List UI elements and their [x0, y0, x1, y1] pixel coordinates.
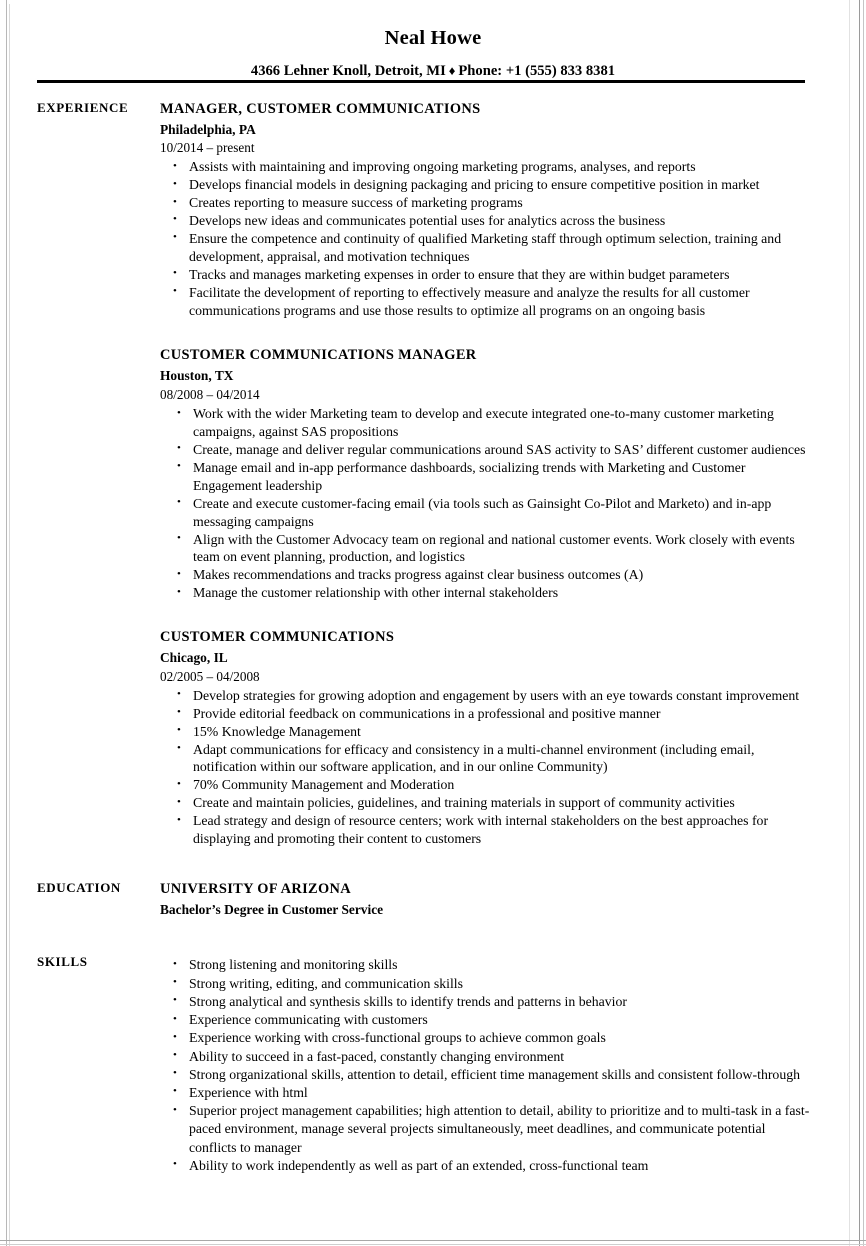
page-frame-bottom-line — [0, 1240, 866, 1241]
job-bullet-list — [160, 687, 814, 848]
job-dates: 02/2005 – 04/2008 — [160, 668, 260, 684]
experience-entry — [160, 628, 814, 848]
skill-bullet: • Superior project management capabilities; high attention to detail, ability to prioritize and to multi-task in a fast-paced environment, manage several projects simultaneously, meet deadlines, and communicate potential conflicts to manager — [160, 1102, 814, 1157]
contact-phone: Phone: +1 (555) 833 8381 — [458, 62, 616, 79]
job-dates: 10/2014 – present — [160, 140, 255, 156]
section-label-skills: SKILLS — [37, 954, 88, 970]
job-bullet: • Develops new ideas and communicates potential uses for analytics across the business — [160, 212, 814, 230]
skills-section — [0, 954, 866, 1174]
job-bullet: • Ensure the competence and continuity of qualified Marketing staff through optimum selection, training and development, appraisal, and motivation techniques — [160, 230, 814, 266]
job-bullet: • Work with the wider Marketing team to develop and execute integrated one-to-many customer marketing campaigns, against SAS propositions — [160, 405, 814, 441]
education-degree: Bachelor’s Degree in Customer Service — [160, 902, 384, 918]
education-entry — [160, 880, 866, 918]
education-section — [0, 880, 866, 918]
job-bullet: • Facilitate the development of reporting to effectively measure and analyze the results for all customer communications programs and use those results to optimize all programs on an ongoing basis — [160, 284, 814, 320]
job-bullet: • Adapt communications for efficacy and consistency in a multi-channel environment (including email, notification within our software application, and in our online Community) — [160, 741, 814, 777]
contact-address: 4366 Lehner Knoll, Detroit, MI — [250, 62, 446, 79]
job-bullet: • Lead strategy and design of resource centers; work with internal stakeholders on the best approaches for displaying and promoting their content to customers — [160, 812, 814, 848]
candidate-name: Neal Howe — [384, 27, 482, 49]
job-bullet: • Create and maintain policies, guidelines, and training materials in support of community activities — [160, 794, 814, 812]
job-title: CUSTOMER COMMUNICATIONS MANAGER — [160, 347, 477, 364]
skill-bullet: • Experience communicating with customers — [160, 1011, 814, 1029]
job-location: Chicago, IL — [160, 650, 228, 666]
experience-entry — [160, 100, 814, 320]
contact-line — [0, 63, 866, 79]
job-location: Houston, TX — [160, 368, 234, 384]
diamond-separator-icon: ♦ — [448, 62, 456, 78]
job-bullet: • 70% Community Management and Moderation — [160, 776, 814, 794]
skill-bullet: • Strong organizational skills, attention to detail, efficient time management skills and consistent follow-through — [160, 1066, 814, 1084]
skill-bullet: • Experience working with cross-functional groups to achieve common goals — [160, 1029, 814, 1047]
job-bullet: • Manage the customer relationship with other internal stakeholders — [160, 584, 814, 602]
job-bullet: • Manage email and in-app performance dashboards, socializing trends with Marketing and Customer Engagement leadership — [160, 459, 814, 495]
job-title: MANAGER, CUSTOMER COMMUNICATIONS — [160, 100, 481, 117]
skill-bullet: • Strong listening and monitoring skills — [160, 956, 814, 974]
experience-entry — [160, 346, 814, 602]
skill-bullet: • Strong writing, editing, and communication skills — [160, 975, 814, 993]
experience-section — [0, 100, 866, 848]
job-bullet: • Provide editorial feedback on communications in a professional and positive manner — [160, 705, 814, 723]
job-bullet: • Develop strategies for growing adoption and engagement by users with an eye towards constant improvement — [160, 687, 814, 705]
job-bullet: • Assists with maintaining and improving ongoing marketing programs, analyses, and reports — [160, 158, 814, 176]
education-school: UNIVERSITY OF ARIZONA — [160, 881, 351, 898]
experience-entries — [160, 100, 866, 848]
job-bullet-list — [160, 405, 814, 602]
job-bullet: • 15% Knowledge Management — [160, 723, 814, 741]
job-bullet: • Develops financial models in designing packaging and pricing to ensure competitive position in market — [160, 176, 814, 194]
job-title: CUSTOMER COMMUNICATIONS — [160, 629, 395, 646]
page-frame-bottom-line-2 — [0, 1244, 866, 1245]
job-bullet-list — [160, 158, 814, 319]
job-bullet: • Align with the Customer Advocacy team on regional and national customer events. Work closely with events team on event planning, production, and logistics — [160, 531, 814, 567]
skill-bullet: • Ability to succeed in a fast-paced, constantly changing environment — [160, 1048, 814, 1066]
job-location: Philadelphia, PA — [160, 121, 256, 137]
job-bullet: • Create, manage and deliver regular communications around SAS activity to SAS’ different customer audiences — [160, 441, 814, 459]
job-bullet: • Makes recommendations and tracks progress against clear business outcomes (A) — [160, 566, 814, 584]
header-divider-rule — [37, 80, 805, 83]
job-bullet: • Creates reporting to measure success of marketing programs — [160, 194, 814, 212]
skill-bullet: • Ability to work independently as well as part of an extended, cross-functional team — [160, 1157, 814, 1175]
skills-list-wrapper — [160, 954, 866, 1174]
section-label-education: EDUCATION — [37, 880, 121, 896]
job-dates: 08/2008 – 04/2014 — [160, 386, 260, 402]
skill-bullet: • Strong analytical and synthesis skills to identify trends and patterns in behavior — [160, 993, 814, 1011]
job-bullet: • Tracks and manages marketing expenses in order to ensure that they are within budget parameters — [160, 266, 814, 284]
skills-bullet-list — [160, 956, 814, 1174]
job-bullet: • Create and execute customer-facing email (via tools such as Gainsight Co-Pilot and Marketo) and in-app messaging campaigns — [160, 495, 814, 531]
section-label-experience: EXPERIENCE — [37, 99, 129, 115]
skill-bullet: • Experience with html — [160, 1084, 814, 1102]
